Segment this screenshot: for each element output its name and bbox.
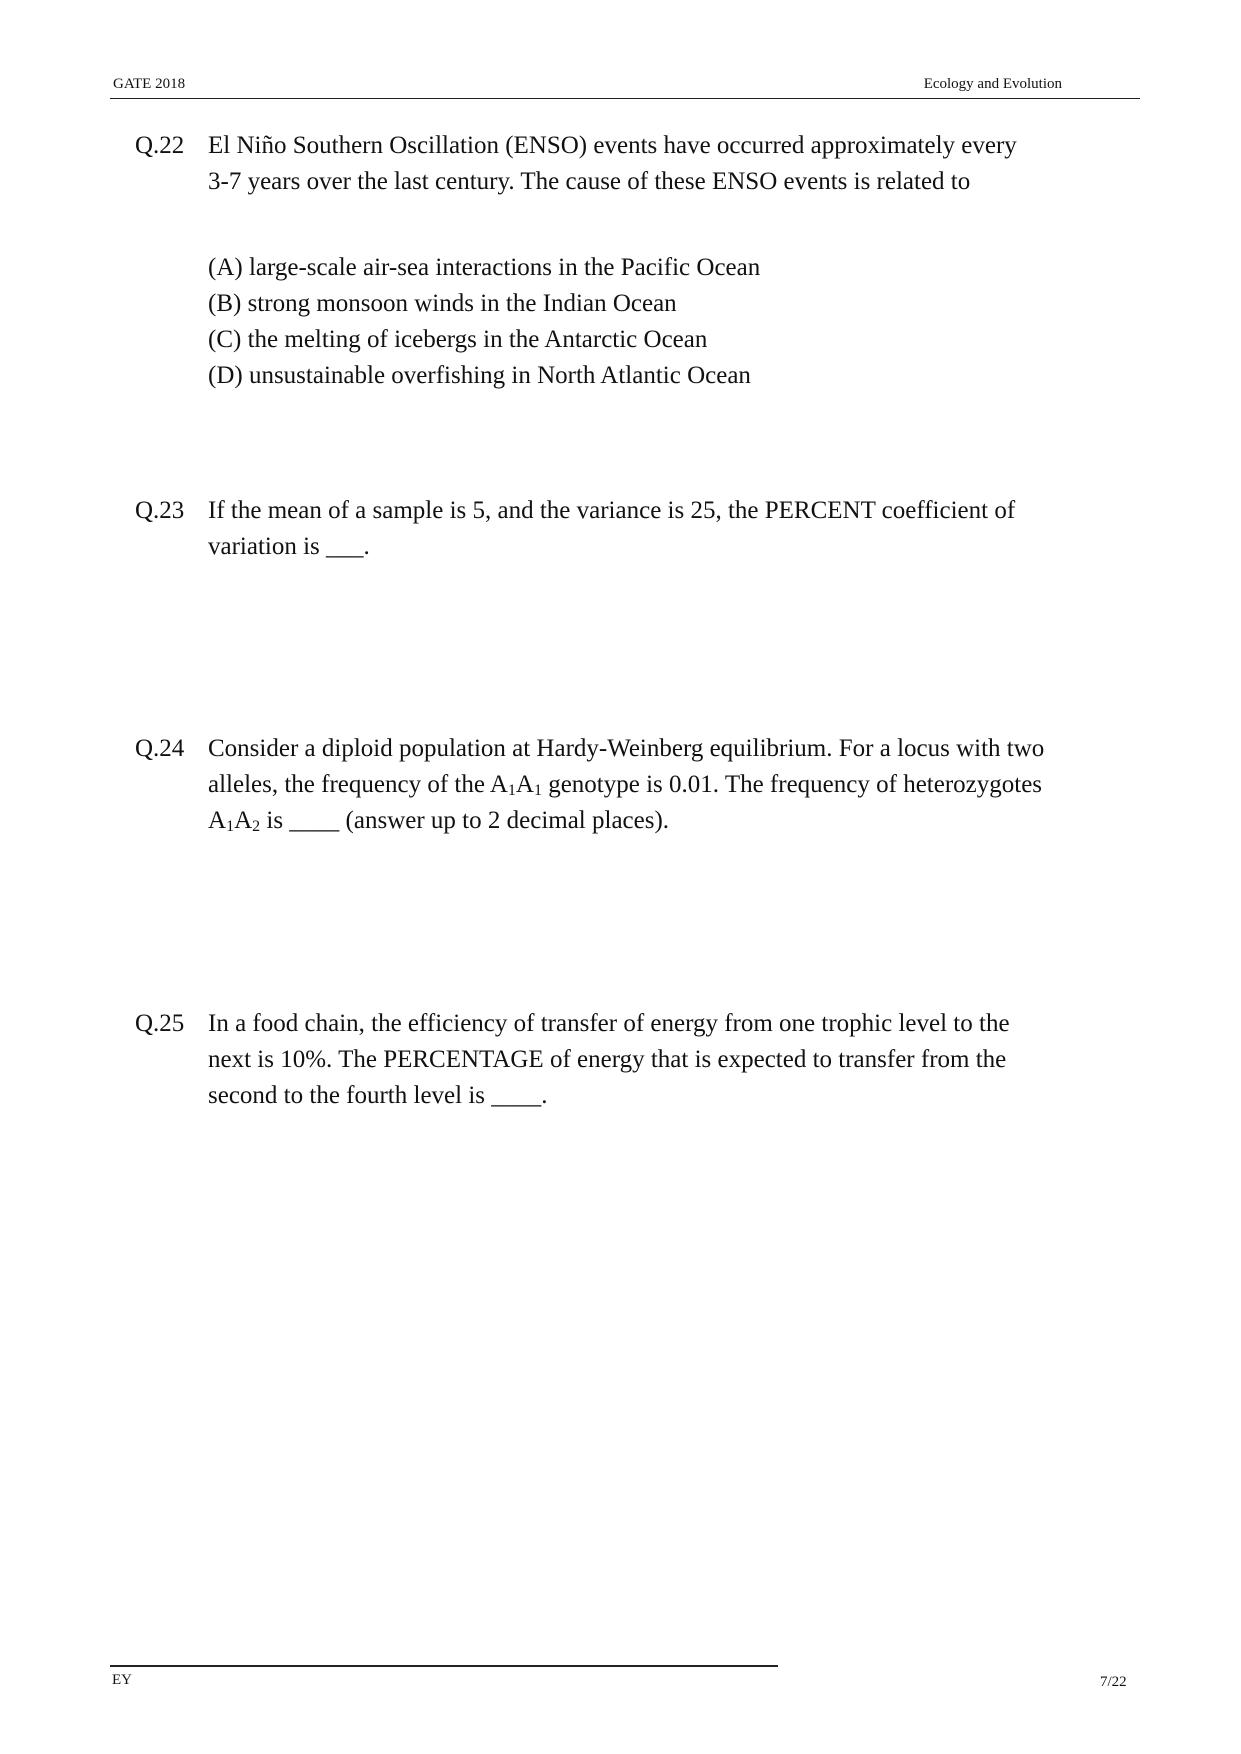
subscript: 1 (226, 818, 235, 835)
text-segment: A (515, 771, 534, 798)
paper-code: EY (112, 1672, 132, 1688)
question-number: Q.23 (135, 497, 185, 524)
option-c: (C) the melting of icebergs in the Antarctic Ocean (208, 326, 708, 353)
question-number: Q.25 (135, 1010, 185, 1037)
page-number: 7/22 (1100, 1674, 1127, 1690)
option-d: (D) unsustainable overfishing in North Atlantic Ocean (208, 362, 751, 389)
text-segment: is ____ (answer up to 2 decimal places). (260, 807, 670, 834)
text-segment: alleles, the frequency of the A (208, 771, 508, 798)
text-segment: genotype is 0.01. The frequency of heterozygotes (541, 771, 1043, 798)
question-text-line: second to the fourth level is ____. (208, 1082, 548, 1109)
footer-divider (110, 1665, 778, 1667)
question-text-line: Consider a diploid population at Hardy-Weinberg equilibrium. For a locus with two (208, 735, 1045, 762)
question-text-line: next is 10%. The PERCENTAGE of energy that is expected to transfer from the (208, 1046, 1007, 1073)
question-number: Q.22 (135, 132, 185, 159)
question-body (208, 493, 1133, 565)
question-text-line (208, 767, 1133, 803)
question-body (208, 1006, 1133, 1114)
subscript: 1 (507, 782, 516, 799)
question-text-line: variation is ___. (208, 533, 370, 560)
question-body (208, 731, 1133, 839)
question-body (208, 128, 1133, 394)
exam-title: GATE 2018 (113, 76, 186, 92)
option-a: (A) large-scale air-sea interactions in the Pacific Ocean (208, 254, 761, 281)
text-segment: A (208, 807, 227, 834)
page-header (110, 74, 1140, 99)
subscript: 2 (252, 818, 261, 835)
question-number: Q.24 (135, 735, 185, 762)
answer-options (208, 250, 1133, 394)
option-b: (B) strong monsoon winds in the Indian Ocean (208, 290, 677, 317)
text-segment: A (234, 807, 253, 834)
question-text-line: In a food chain, the efficiency of transfer of energy from one trophic level to the (208, 1010, 1010, 1037)
question-text-line (208, 803, 1133, 839)
question-text-line: 3-7 years over the last century. The cause of these ENSO events is related to (208, 168, 971, 195)
subject-title: Ecology and Evolution (923, 76, 1062, 92)
question-text-line: El Niño Southern Oscillation (ENSO) events have occurred approximately every (208, 132, 1017, 159)
question-text-line: If the mean of a sample is 5, and the variance is 25, the PERCENT coefficient of (208, 497, 1016, 524)
subscript: 1 (533, 782, 542, 799)
